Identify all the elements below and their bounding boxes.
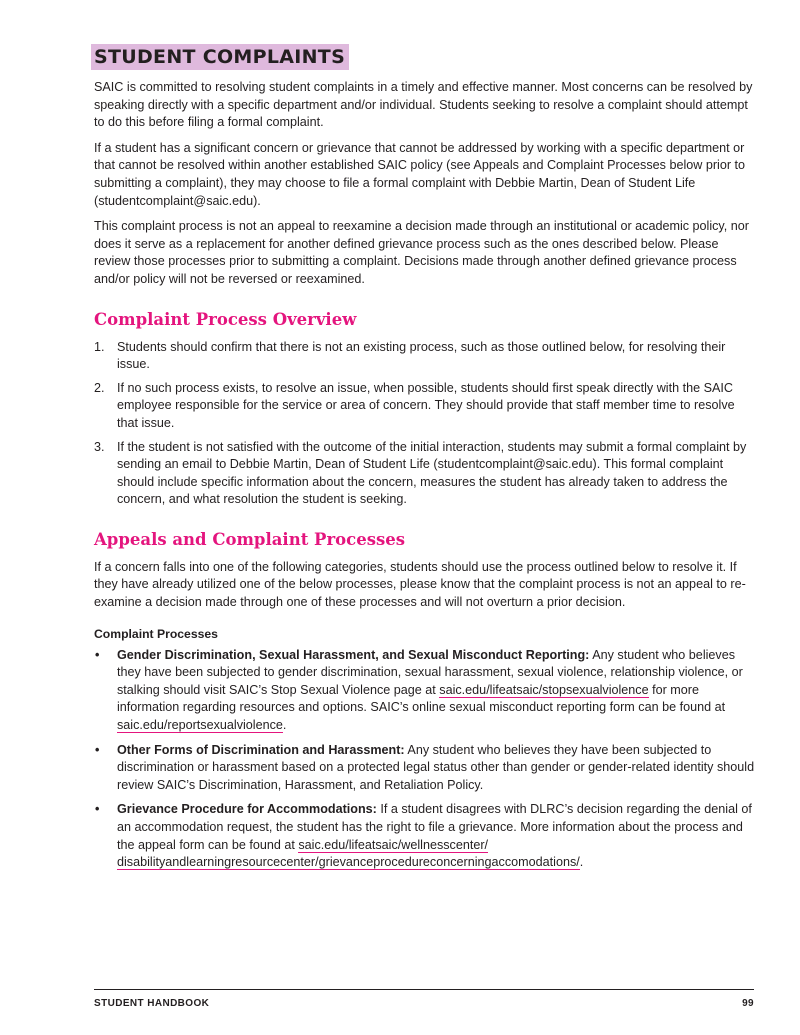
footer-label: STUDENT HANDBOOK: [94, 998, 210, 1009]
item-text: Any student who believes they have been subjected to discrimination or harassment based on a protected legal status other than gender or gender-related identity should review SAIC’s Discrimination, Harassment, and Retaliation Policy.: [117, 742, 755, 792]
list-item: [94, 742, 756, 795]
item-text: If a student disagrees with DLRC’s decision regarding the denial of an accommodation request, the student has the right to file a grievance. More information about the process and the appeal form can be found at: [117, 802, 752, 852]
grievance-procedure-link[interactable]: saic.edu/lifeatsaic/wellnesscenter/ disabilityandlearningresourcecenter/grievanceprocedureconcerningaccomodations/: [117, 837, 580, 870]
page-title: STUDENT COMPLAINTS: [91, 44, 349, 70]
list-item: [94, 439, 756, 509]
item-label: Grievance Procedure for Accommodations:: [117, 802, 377, 817]
page-content: [94, 44, 756, 879]
bullet-icon: •: [95, 742, 100, 757]
item-label: Gender Discrimination, Sexual Harassment, and Sexual Misconduct Reporting:: [117, 647, 590, 662]
complaint-processes-subheading: Complaint Processes: [94, 626, 218, 641]
item-text: for more information regarding resources and options. SAIC’s online sexual misconduct reporting form can be found at: [117, 682, 726, 715]
list-number: 1.: [94, 339, 105, 354]
list-number: 3.: [94, 439, 105, 454]
item-label: Other Forms of Discrimination and Harassment:: [117, 742, 405, 757]
section-heading-overview: Complaint Process Overview: [94, 309, 357, 329]
list-item: [94, 647, 756, 735]
list-item: [94, 380, 756, 433]
list-text: If no such process exists, to resolve an issue, when possible, students should first speak directly with the SAIC employee responsible for the service or area of concern. They should provide that staff member time to resolve that issue.: [117, 380, 735, 430]
report-sexual-violence-link[interactable]: saic.edu/reportsexualviolence: [117, 718, 283, 733]
page-number: 99: [742, 998, 754, 1009]
intro-paragraph: SAIC is committed to resolving student complaints in a timely and effective manner. Most concerns can be resolved by speaking directly with a specific department and/or individual. Students seeking to resolve a complaint should attempt to do this before filing a formal complaint.: [94, 80, 753, 130]
list-number: 2.: [94, 380, 105, 395]
section-heading-appeals: Appeals and Complaint Processes: [94, 529, 406, 549]
list-item: [94, 339, 756, 374]
complaint-processes-list: [94, 647, 756, 872]
list-text: Students should confirm that there is not an existing process, such as those outlined below, for resolving their issue.: [117, 339, 726, 372]
stop-sexual-violence-link[interactable]: saic.edu/lifeatsaic/stopsexualviolence: [439, 682, 649, 697]
list-text: If the student is not satisfied with the outcome of the initial interaction, students may submit a formal complaint by sending an email to Debbie Martin, Dean of Student Life (studentcomplaint@saic.edu). This formal complaint should include specific information about the concern, measures the student has already taken to address the concern, and what resolution the student is seeking.: [117, 439, 747, 507]
appeals-paragraph: If a concern falls into one of the following categories, students should use the process outlined below to resolve it. If they have already utilized one of the below processes, please know that the complaint process is not an appeal to re-examine a decision made through one of these processes and will not overturn a prior decision.: [94, 559, 746, 610]
item-text: .: [579, 855, 584, 870]
page-footer: [94, 989, 754, 1009]
list-item: [94, 801, 756, 871]
bullet-icon: •: [95, 647, 100, 662]
item-text: .: [282, 718, 287, 733]
item-text: Any student who believes they have been subjected to gender discrimination, sexual harassment, sexual violence, relationship violence, or stalking should visit SAIC’s Stop Sexual Violence page at: [117, 647, 743, 697]
intro-paragraph: This complaint process is not an appeal to reexamine a decision made through an institutional or academic policy, nor does it serve as a replacement for another defined grievance process such as the ones described below. Please review those processes prior to submitting a complaint. Decisions made through another defined grievance process and/or policy will not be reversed or reexamined.: [94, 219, 749, 286]
bullet-icon: •: [95, 802, 100, 817]
overview-list: [94, 339, 756, 509]
intro-paragraph: If a student has a significant concern or grievance that cannot be addressed by working with a specific department or that cannot be resolved within another established SAIC policy (see Appeals and Complaint Processes below prior to submitting a complaint), they may choose to file a formal complaint with Debbie Martin, Dean of Student Life (studentcomplaint@saic.edu).: [94, 140, 746, 208]
